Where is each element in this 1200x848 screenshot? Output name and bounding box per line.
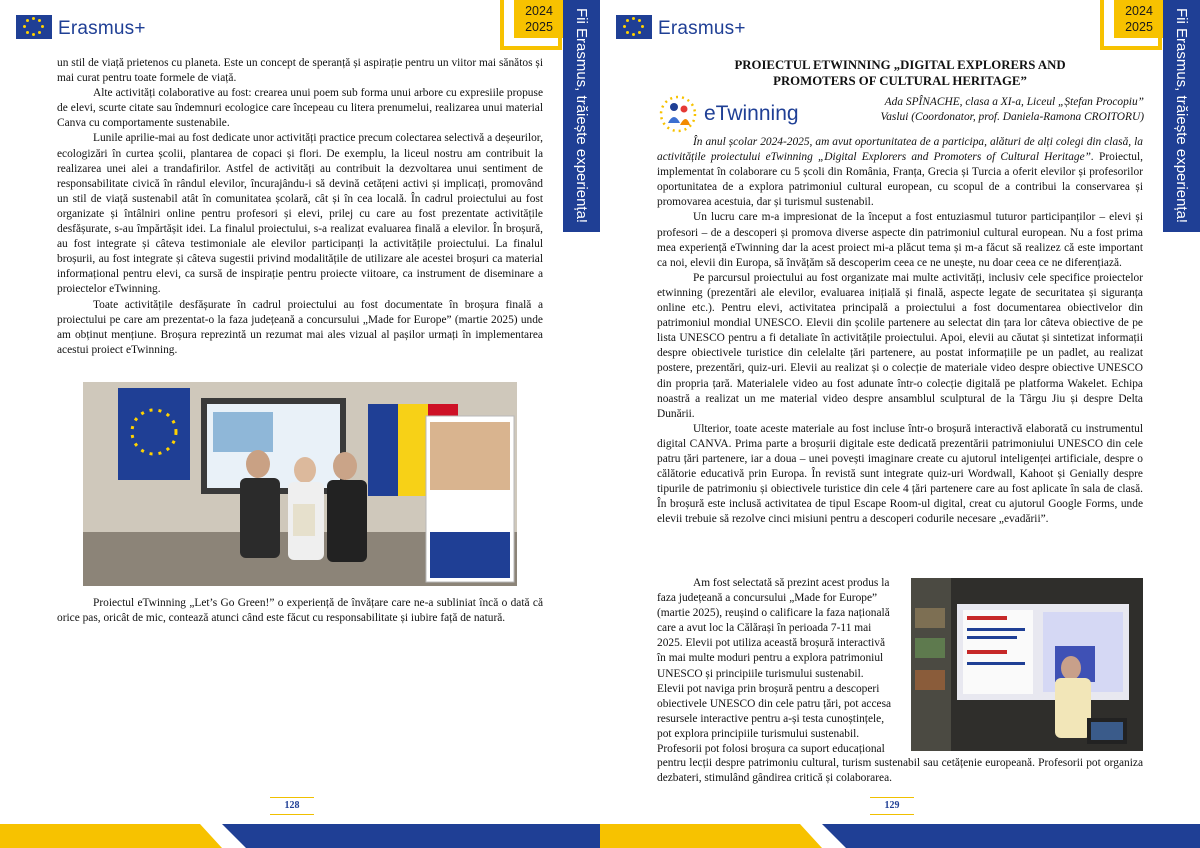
title-line: PROMOTERS OF CULTURAL HERITAGE”: [773, 74, 1027, 88]
line: 2025. Elevii pot utiliza această broșură interactivă: [657, 637, 886, 650]
paragraph: Alte activități colaborative au fost: crearea unui poem sub forma unui arbore cu expresiile propuse de elevi, scurte citate sau îndemnuri ecologice care începeau cu litera prenumelui, realizarea unui material Canva cu comportamente sustenabile.: [57, 87, 543, 130]
etwinning-wordmark: eTwinning: [704, 102, 799, 125]
footer-band: [0, 824, 600, 848]
paragraph: Toate activitățile desfășurate în cadrul proiectului au fost documentate în broșura finală a proiectului pe care am prezentat-o la faza județeană a concursului „Made for Europe” (martie 2025) unde am obținut mențiune. Broșura reprezintă un rezumat mai ales vizual al pașilor urmați în implementarea acestui proiect eTwinning.: [57, 298, 543, 356]
left-body-text: [57, 56, 543, 358]
etwinning-icon: [656, 93, 702, 135]
side-slogan: Fii Erasmus, trăiește experiența!: [1173, 8, 1190, 224]
author-block: [810, 95, 1144, 125]
classroom-photo: [83, 382, 517, 586]
brand-name: Erasmus+: [58, 18, 146, 39]
paragraph: Un lucru care m-a impresionat de la început a fost entuziasmul tuturor participanților – elevi și profesori – de a descoperi și promova diverse aspecte din patrimoniul cultural european. Nu a fost prima mea experiență eTwinning dar la acest proiect mi-a plăcut tema și m-a făcut să realizez că este important ca noi, elevii din Europa, să învățăm să descoperim ceea ce ne unește, nu doar ceea ce ne diferențiază.: [657, 211, 1143, 269]
brand-name: Erasmus+: [658, 18, 746, 39]
presentation-photo: [911, 578, 1143, 751]
paragraph: Lunile aprilie-mai au fost dedicate unor activități practice precum colectarea selectivă a deșeurilor, ecologizări în curtea școlii, plantarea de copaci și flori. De exemplu, la liceul nostru am contribuit la realizarea unei alei a trandafirilor. Astfel de activități au contribuit la dezvoltarea unui sentiment de responsabilitate civică în rândul elevilor, încurajându-i să devină cetățeni activi și implicați, promovând un stil de viață sustenabil atât în comunitatea școlară, cât și în cea locală. În cadrul proiectului au fost organizate și întâlniri online pentru profesori și elevi, prilej cu care au fost prezentate activitățile desfășurate, s-au împărtășit idei. La finalul proiectului, s-a realizat evaluarea finală a elevilor. În broșură, au fost integrate și câteva testimoniale ale elevilor participanți la activitățile proiectului. La finalul broșurii, au fost integrate și câteva sugestii privind modalitățile de utilizare ale acestei broșuri ca material informațional pentru elevi, ca sursă de inspirație pentru proiecte viitoare, ca instrument de diseminare a proiectelor eTwinning.: [57, 132, 543, 296]
article-title: [660, 57, 1140, 89]
year-start: 2024: [1125, 4, 1153, 18]
year-badge: [514, 0, 564, 38]
etwinning-logo: [656, 93, 806, 135]
eu-flag-icon: [16, 15, 52, 39]
right-page: [600, 0, 1200, 848]
line: care a avut loc la Călărași în perioada 7-11 mai: [657, 622, 872, 635]
erasmus-logo: [16, 14, 146, 40]
line: Profesorii pot folosi broșura ca suport educațional: [657, 743, 885, 756]
classroom-photo-drawing: [83, 382, 517, 586]
left-closing-text: [57, 596, 543, 626]
paragraph-text: Proiectul, implementat în colaborare cu 5 școli din România, Franța, Grecia și Turcia a oferit elevilor și profesorilor oportunitatea de a explora patrimoniul cultural european, cu scopul de a contribui la conservarea și promovarea acestuia, dar și turismul sustenabil.: [657, 151, 1143, 209]
line: în mai multe moduri pentru a explora patrimoniul: [657, 652, 884, 665]
erasmus-logo: [616, 14, 746, 40]
closing-paragraph: Proiectul eTwinning „Let’s Go Green!” o experiență de învățare care ne-a subliniat încă o dată că orice pas, oricât de mic, contează atunci când este făcut cu responsabilitate și iubire față de natură.: [57, 597, 543, 625]
line: obiectivele UNESCO din cele patru țări, pot accesa: [657, 697, 892, 710]
line: faza județeană a concursului „Made for Europe”: [657, 592, 878, 605]
page-number: 129: [870, 797, 914, 815]
intro-italic: În anul școlar 2024-2025, am avut oportunitatea de a participa, alături de alți colegi din clasă, la activitățile proiectului eTwinning „Digital Explorers and Promoters of Cultural Heritage”.: [657, 136, 1143, 164]
line: (martie 2025), reușind o calificare la faza națională: [657, 607, 890, 620]
right-final-text: [657, 756, 1143, 786]
year-start: 2024: [525, 4, 553, 18]
paragraph: un stil de viață prietenos cu planeta. Este un concept de speranță și aspirație pentru un viitor mai sănătos și mai curat pentru toate formele de viață.: [57, 57, 543, 85]
presentation-photo-drawing: [911, 578, 1143, 751]
paragraph: Pe parcursul proiectului au fost organizate mai multe activități, inclusiv cele specifice proiectelor etwinning (prezentări ale elevilor, evaluarea inițială și finală, aspecte legate de securitatea și siguranța online etc.). Pentru elevi, activitatea principală a proiectului a fost documentarea obiectivelor din patrimoniul mondial UNESCO. Elevii din școlile partenere au selectat din țara lor câteva obiective de pe lista UNESCO pentru a fi detaliate în activitățile proiectului. Apoi, elevii au căutat și sintetizat informații despre obiectivele turistice din celelalte țări partenere, au postat informațiile pe un padlet, au realizat postere, prezentări, quiz-uri. Elevii au realizat și o colecție de materiale video despre obiective UNESCO din propria țară. Materialele video au fost adunate într-o colecție digitală pe platforma Wakelet. Echipa noastră a realizat un me material video despre ansamblul sculptural de la Târgu Jiu și despre Delta Dunării.: [657, 271, 1143, 420]
line: Am fost selectată să prezint acest produs la: [693, 577, 890, 589]
line: UNESCO și principiile turismului sustenabil.: [657, 667, 864, 680]
right-narrow-text: [657, 576, 903, 757]
author-line: Ada SPÎNACHE, clasa a XI-a, Liceul „Ștefan Procopiu”: [884, 96, 1144, 108]
paragraph: Ulterior, toate aceste materiale au fost incluse într-o broșură interactivă elaborată cu instrumentul digital CANVA. Prima parte a broșurii digitale este dedicată prezentării patrimoniului UNESCO din cele patru țări partenere, iar a doua – unei povești imaginare create cu ajutorul inteligenței artificiale, despre o călătorie educativă prin Europa. În revistă sunt integrate quiz-uri Wordwall, Kahoot și Genially despre tipurile de patrimoniu și obiectivele turistice din cele 4 țări partenere care au fost aplicate în sala de clasă. În broșură este inclusă activitatea de tipul Escape Room-ul digital, creat cu ajutorul Google Forms, unde elevii trebuie să rezolve cinci misiuni pentru a descoperi codurile necesare „evadării”.: [657, 422, 1143, 526]
title-line: PROIECTUL ETWINNING „DIGITAL EXPLORERS AND: [734, 58, 1066, 72]
eu-flag-icon: [616, 15, 652, 39]
right-body-text: [657, 135, 1143, 527]
paragraph: pentru lecții despre patrimoniu cultural, turism sustenabil sau cetățenie europeană. Profesorii pot organiza dezbateri, stimulând gândirea critică și colaborarea.: [657, 757, 1143, 785]
line: pot explora principiile turismului sustenabil.: [657, 727, 860, 740]
paragraph: [657, 135, 1143, 210]
side-band: [1163, 0, 1200, 232]
year-end: 2025: [1125, 20, 1153, 34]
year-badge: [1114, 0, 1164, 38]
footer-band: [600, 824, 1200, 848]
year-end: 2025: [525, 20, 553, 34]
author-line: Vaslui (Coordonator, prof. Daniela-Ramona CROITORU): [880, 111, 1144, 123]
page-number: 128: [270, 797, 314, 815]
line: Elevii pot naviga prin broșură pentru a descoperi: [657, 682, 880, 695]
line: resursele interactive pentru a-și testa cunoștințele,: [657, 712, 885, 725]
side-band: [563, 0, 600, 232]
side-slogan: Fii Erasmus, trăiește experiența!: [573, 8, 590, 224]
